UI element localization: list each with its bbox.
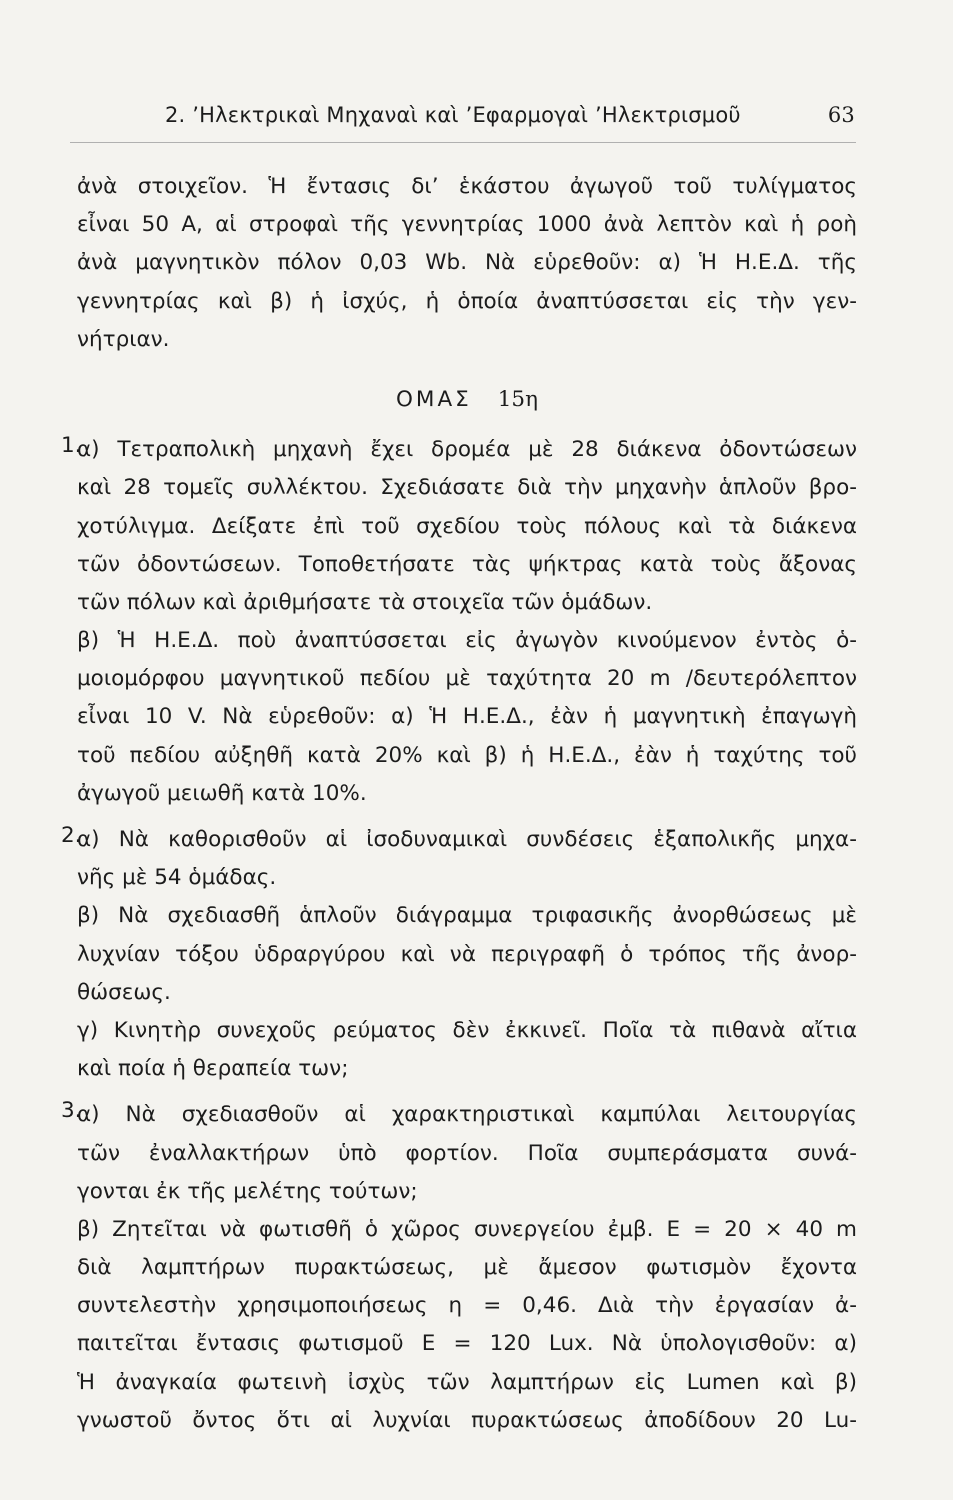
spacer <box>77 1088 857 1096</box>
text-line: γεννητρίας καὶ β) ἡ ἰσχύς, ἡ ὁποία ἀναπτύσσεται εἰς τὴν γεν- <box>77 288 857 314</box>
text-line: χοτύλιγμα. Δείξατε ἐπὶ τοῦ σχεδίου τοὺς πόλους καὶ τὰ διάκενα <box>77 513 857 539</box>
text-line: τῶν ὀδοντώσεων. Τοποθετήσατε τὰς ψήκτρας κατὰ τοὺς ἄξονας <box>77 551 857 577</box>
text-line: μοιομόρφου μαγνητικοῦ πεδίου μὲ ταχύτητα 20 m /δευτερόλεπτον <box>77 666 857 692</box>
page-number: 63 <box>827 103 855 127</box>
text-line: ἀνὰ στοιχεῖον. Ἡ ἔντασις δι’ ἑκάστου ἀγωγοῦ τοῦ τυλίγματος <box>77 174 857 199</box>
text-line: ἀγωγοῦ μειωθῆ κατὰ 10%. <box>77 780 367 806</box>
text-line: α) Τετραπολικὴ μηχανὴ ἔχει δρομέα μὲ 28 διάκενα ὀδοντώσεων <box>77 437 857 463</box>
running-header <box>165 103 855 137</box>
section-number: 15η <box>497 386 538 412</box>
chapter-title: 2. ’Ηλεκτρικαὶ Μηχαναὶ καὶ ’Εφαρμογαὶ ’Ηλεκτρισμοῦ <box>165 103 741 127</box>
text-line: β) Ἡ Η.Ε.Δ. ποὺ ἀναπτύσσεται εἰς ἀγωγὸν κινούμενον ἐντὸς ὁ- <box>77 628 857 654</box>
text-line: γονται ἐκ τῆς μελέτης τούτων; <box>77 1178 418 1204</box>
text-line: Ἡ ἀναγκαία φωτεινὴ ἰσχὺς τῶν λαμπτήρων εἰς Lumen καὶ β) <box>77 1369 857 1395</box>
text-line: θώσεως. <box>77 979 171 1005</box>
text-line: νήτριαν. <box>77 326 170 352</box>
text-line: τῶν ἐναλλακτήρων ὑπὸ φορτίον. Ποῖα συμπεράσματα συνά- <box>77 1140 857 1166</box>
section-heading <box>77 381 857 419</box>
text-line: νῆς μὲ 54 ὁμάδας. <box>77 865 277 891</box>
text-line: β) Νὰ σχεδιασθῆ ἁπλοῦν διάγραμμα τριφασικῆς ἀνορθώσεως μὲ <box>77 903 857 929</box>
exercise-item-3 <box>61 1096 857 1440</box>
exercise-item-1 <box>61 431 857 813</box>
text-line: α) Νὰ καθορισθοῦν αἱ ἰσοδυναμικαὶ συνδέσεις ἑξαπολικῆς μηχα- <box>77 827 857 852</box>
section-word: ΟΜΑΣ <box>395 386 472 412</box>
text-line: συντελεστὴν χρησιμοποιήσεως η = 0,46. Διὰ τὴν ἐργασίαν ἀ- <box>77 1293 857 1319</box>
text-line: ἀνὰ μαγνητικὸν πόλον 0,03 Wb. Νὰ εὑρεθοῦν: α) Ἡ Η.Ε.Δ. τῆς <box>77 250 857 276</box>
exercise-item-2 <box>61 821 857 1088</box>
exercise-number: 1. <box>61 433 82 459</box>
header-rule <box>70 142 856 143</box>
text-line: καὶ ποία ἡ θεραπεία των; <box>77 1056 349 1082</box>
text-line: καὶ 28 τομεῖς συλλέκτου. Σχεδιάσατε διὰ τὴν μηχανὴν ἁπλοῦν βρο- <box>77 475 857 501</box>
text-line: τοῦ πεδίου αὐξηθῆ κατὰ 20% καὶ β) ἡ Η.Ε.Δ., ἐὰν ἡ ταχύτης τοῦ <box>77 742 857 768</box>
exercise-number: 2. <box>61 823 82 848</box>
exercise-number: 3. <box>61 1098 82 1124</box>
text-line: γ) Κινητὴρ συνεχοῦς ρεύματος δὲν ἐκκινεῖ. Ποῖα τὰ πιθανὰ αἴτια <box>77 1017 857 1043</box>
text-line: εἶναι 10 V. Νὰ εὑρεθοῦν: α) Ἡ Η.Ε.Δ., ἐὰν ἡ μαγνητικὴ ἐπαγωγὴ <box>77 704 857 730</box>
text-line: β) Ζητεῖται νὰ φωτισθῆ ὁ χῶρος συνεργείου ἐμβ. E = 20 × 40 m <box>77 1216 857 1242</box>
text-line: λυχνίαν τόξου ὑδραργύρου καὶ νὰ περιγραφῆ ὁ τρόπος τῆς ἀνορ- <box>77 941 857 967</box>
text-line: γνωστοῦ ὄντος ὅτι αἱ λυχνίαι πυρακτώσεως ἀποδίδουν 20 Lu- <box>77 1407 857 1433</box>
text-line: παιτεῖται ἔντασις φωτισμοῦ E = 120 Lux. Νὰ ὑπολογισθοῦν: α) <box>77 1331 857 1357</box>
spacer <box>77 813 857 821</box>
intro-paragraph <box>77 168 857 359</box>
text-line: α) Νὰ σχεδιασθοῦν αἱ χαρακτηριστικαὶ καμπύλαι λειτουργίας <box>77 1102 857 1128</box>
text-line: τῶν πόλων καὶ ἀριθμήσατε τὰ στοιχεῖα τῶν ὁμάδων. <box>77 589 653 615</box>
text-line: εἶναι 50 A, αἱ στροφαὶ τῆς γεννητρίας 1000 ἀνὰ λεπτὸν καὶ ἡ ροὴ <box>77 212 857 238</box>
page-body <box>61 168 857 1440</box>
text-line: διὰ λαμπτήρων πυρακτώσεως, μὲ ἄμεσον φωτισμὸν ἔχοντα <box>77 1255 857 1281</box>
